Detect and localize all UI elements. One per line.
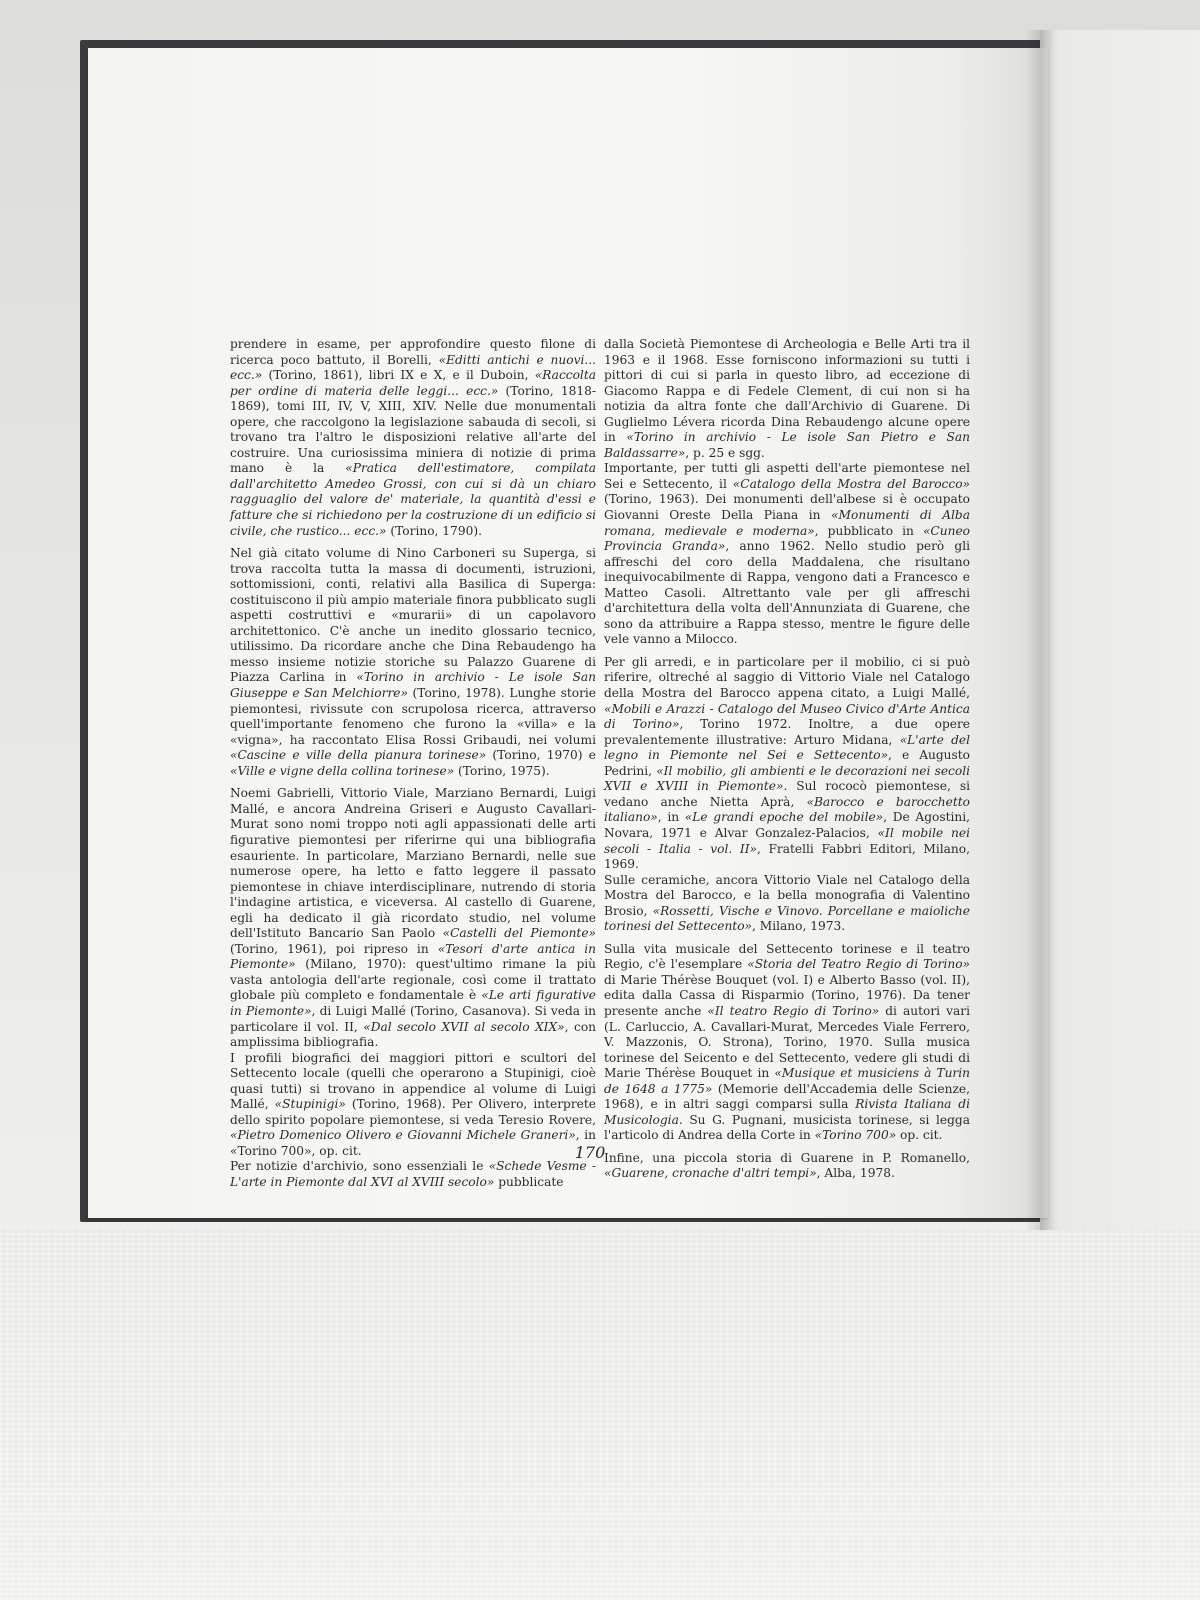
paragraph: Per notizie d'archivio, sono essenziali le «Schede Vesme - L'arte in Piemonte dal XVI al XVIII secolo» pubblicate bbox=[230, 1159, 596, 1189]
right-text-column bbox=[604, 337, 970, 1189]
paragraph: Per gli arredi, e in particolare per il mobilio, ci si può riferire, oltreché al saggio di Vittorio Viale nel Catalogo della Mostra del Barocco appena citato, a Luigi Mallé, «Mobili e Arazzi - Catalogo del Museo Civico d'Arte Antica di Torino», Torino 1972. Inoltre, a due opere prevalentemente illustrative: Arturo Midana, «L'arte del legno in Piemonte nel Sei e Settecento», e Augusto Pedrini, «Il mobilio, gli ambienti e le decorazioni nei secoli XVII e XVIII in Piemonte». Sul rococò piemontese, si vedano anche Nietta Aprà, «Barocco e barocchetto italiano», in «Le grandi epoche del mobile», De Agostini, Novara, 1971 e Alvar Gonzalez-Palacios, «Il mobile nei secoli - Italia - vol. II», Fratelli Fabbri Editori, Milano, 1969. bbox=[604, 654, 971, 872]
book-gutter-shadow bbox=[1025, 30, 1055, 1230]
paragraph: Infine, una piccola storia di Guarene in P. Romanello, «Guarene, cronache d'altri tempi», Alba, 1978. bbox=[604, 1150, 970, 1181]
tablecloth-texture bbox=[0, 1230, 1200, 1600]
left-text-column bbox=[230, 337, 596, 1198]
paragraph: Sulle ceramiche, ancora Vittorio Viale nel Catalogo della Mostra del Barocco, e la bella monografia di Valentino Brosio, «Rossetti, Vische e Vinovo. Porcellane e maioliche torinesi del Settecento», Milano, 1973. bbox=[604, 872, 970, 934]
paragraph: Importante, per tutti gli aspetti dell'arte piemontese nel Sei e Settecento, il «Catalogo della Mostra del Barocco» (Torino, 1963). Dei monumenti dell'albese si è occupato Giovanni Oreste Della Piana in «Monumenti di Alba romana, medievale e moderna», pubblicato in «Cuneo Provincia Granda», anno 1962. Nello studio però gli affreschi del coro della Maddalena, che risultano inequivocabilmente di Rappa, vengono dati a Francesco e Matteo Casoli. Altrettanto vale per gli affreschi d'architettura della volta dell'Annunziata di Guarene, che sono da attribuire a Rappa stesso, mentre le figure delle vele vanno a Milocco. bbox=[604, 461, 971, 647]
paragraph: Sulla vita musicale del Settecento torinese e il teatro Regio, c'è l'esemplare «Storia del Teatro Regio di Torino» di Marie Thérèse Bouquet (vol. I) e Alberto Basso (vol. II), edita dalla Cassa di Risparmio (Torino, 1976). Da tener presente anche «Il teatro Regio di Torino» di autori vari (L. Carluccio, A. Cavallari-Murat, Mercedes Viale Ferrero, V. Mazzonis, O. Strona), Torino, 1970. Sulla musica torinese del Seicento e del Settecento, vedere gli studi di Marie Thérèse Bouquet in «Musique et musiciens à Turin de 1648 a 1775» (Memorie dell'Accademia delle Scienze, 1968), e in altri saggi comparsi sulla Rivista Italiana di Musicologia. Su G. Pugnani, musicista torinese, si legga l'articolo di Andrea della Corte in «Torino 700» op. cit. bbox=[604, 941, 971, 1143]
paragraph: Noemi Gabrielli, Vittorio Viale, Marziano Bernardi, Luigi Mallé, e ancora Andreina Griseri e Augusto Cavallari-Murat sono nomi troppo noti agli appassionati delle arti figurative piemontesi per riferirne qui una bibliografia esauriente. In particolare, Marziano Bernardi, nelle sue numerose opere, ha letto e fatto leggere il passato piemontese in chiave interdisciplinare, nutrendo di storia l'indagine artistica, e viceversa. Al castello di Guarene, egli ha dedicato il già ricordato studio, nel volume dell'Istituto Bancario San Paolo «Castelli del Piemonte» (Torino, 1961), poi ripreso in «Tesori d'arte antica in Piemonte» (Milano, 1970): quest'ultimo rimane la più vasta antologia dell'arte regionale, così come il trattato globale più completo e fondamentale è «Le arti figurative in Piemonte», di Luigi Mallé (Torino, Casanova). Si veda in particolare il vol. II, «Dal secolo XVII al secolo XIX», con amplissima bibliografia. bbox=[230, 786, 597, 1050]
paragraph: dalla Società Piemontese di Archeologia e Belle Arti tra il 1963 e il 1968. Esse forniscono informazioni su tutti i pittori di cui si parla in questo libro, ad eccezione di Giacomo Rappa e di Fedele Clement, di cui non si ha notizia da altra fonte che dall'Archivio di Guarene. Di Guglielmo Lévera ricorda Dina Rebaudengo alcune opere in «Torino in archivio - Le isole San Pietro e San Baldassarre», p. 25 e sgg. bbox=[604, 337, 971, 460]
paragraph: prendere in esame, per approfondire questo filone di ricerca poco battuto, il Borelli, «Editti antichi e nuovi... ecc.» (Torino, 1861), libri IX e X, e il Duboin, «Raccolta per ordine di materia delle leggi... ecc.» (Torino, 1818-1869), tomi III, IV, V, XIII, XIV. Nelle due monumentali opere, che raccolgono la legislazione sabauda di secoli, si trovano tra l'altro le disposizioni relative all'arte del costruire. Una curiosissima miniera di notizie di prima mano è la «Pratica dell'estimatore, compilata dall'architetto Amedeo Grossi, con cui si dà un chiaro ragguaglio del valore de' materiale, la quantità d'essi e fatture che si richiedono per la costruzione di un edificio si civile, che rustico... ecc.» (Torino, 1790). bbox=[230, 337, 596, 538]
paragraph: I profili biografici dei maggiori pittori e scultori del Settecento locale (quelli che operarono a Stupinigi, cioè quasi tutti) si trovano in appendice al volume di Luigi Mallé, «Stupinigi» (Torino, 1968). Per Olivero, interprete dello spirito popolare piemontese, si veda Teresio Rovere, «Pietro Domenico Olivero e Giovanni Michele Graneri», in «Torino 700», op. cit. bbox=[230, 1050, 596, 1158]
page-number: 170 bbox=[574, 1143, 606, 1162]
paragraph: Nel già citato volume di Nino Carboneri su Superga, si trova raccolta tutta la massa di documenti, istruzioni, sottomissioni, conti, relativi alla Basilica di Superga: costituiscono il più ampio materiale finora pubblicato sugli aspetti costruttivi e «murarii» di un capolavoro architettonico. C'è anche un inedito glossario tecnico, utilissimo. Da ricordare anche che Dina Rebaudengo ha messo insieme notizie storiche su Palazzo Guarene di Piazza Carlina in «Torino in archivio - Le isole San Giuseppe e San Melchiorre» (Torino, 1978). Lunghe storie piemontesi, rivissute con scrupolosa ricerca, attraverso quell'importante fenomeno che furono la «villa» e la «vigna», ha raccontato Elisa Rossi Gribaudi, nei volumi «Cascine e ville della pianura torinese» (Torino, 1970) e «Ville e vigne della collina torinese» (Torino, 1975). bbox=[230, 546, 597, 778]
right-page-edge bbox=[1040, 30, 1200, 1230]
